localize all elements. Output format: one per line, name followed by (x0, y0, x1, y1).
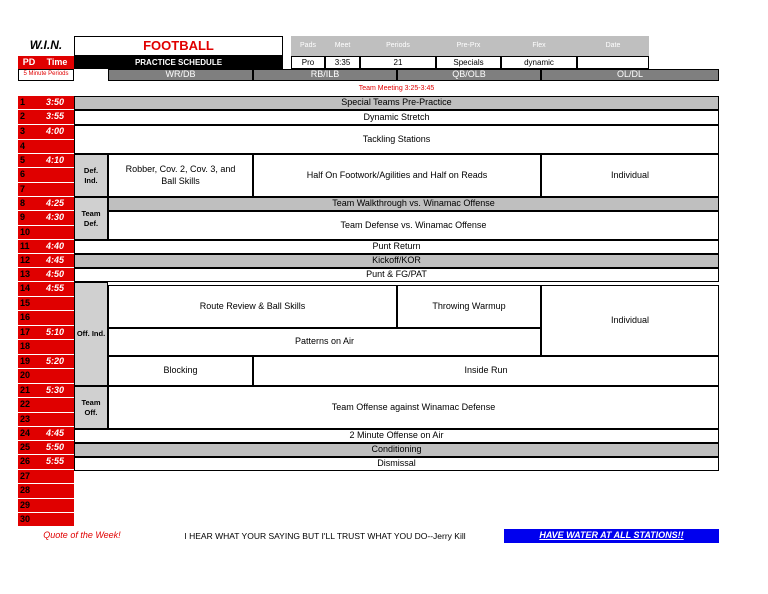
period-time: 4:25 (40, 197, 74, 211)
period-number: 23 (18, 413, 40, 427)
period-number: 4 (18, 140, 40, 154)
period-number: 19 (18, 355, 40, 369)
period-time: 3:55 (40, 110, 74, 125)
period-number: 25 (18, 441, 40, 455)
period-number: 3 (18, 125, 40, 140)
conditioning-row: Conditioning (74, 443, 719, 457)
period-number: 14 (18, 282, 40, 297)
period-time: 4:45 (40, 427, 74, 441)
quote-label: Quote of the Week! (43, 530, 121, 541)
water-notice: HAVE WATER AT ALL STATIONS!! (504, 529, 719, 543)
team-defense-block: Team Defense vs. Winamac Offense (108, 211, 719, 240)
period-time (40, 340, 74, 355)
period-number: 6 (18, 168, 40, 183)
info-value-meet: 3:35 (325, 56, 360, 69)
position-wr-db: WR/DB (108, 69, 253, 81)
def-ind-label: Def. Ind. (74, 154, 108, 197)
period-time: 4:45 (40, 254, 74, 268)
period-time (40, 168, 74, 183)
period-time: 5:50 (40, 441, 74, 455)
period-number: 21 (18, 384, 40, 398)
blocking-block: Blocking (108, 356, 253, 386)
period-number: 20 (18, 369, 40, 384)
period-time (40, 470, 74, 484)
five-minute-periods-label: 5 Minute Periods (18, 69, 74, 81)
team-def-label: Team Def. (74, 197, 108, 240)
special-teams-row: Special Teams Pre-Practice (74, 96, 719, 110)
football-title: FOOTBALL (74, 36, 283, 56)
period-number: 12 (18, 254, 40, 268)
info-header-flex: Flex (501, 36, 577, 56)
info-header-date: Date (577, 36, 649, 56)
period-number: 28 (18, 484, 40, 499)
position-qb-olb: QB/OLB (397, 69, 541, 81)
period-time (40, 398, 74, 413)
period-time (40, 183, 74, 197)
period-time: 4:40 (40, 240, 74, 254)
period-time (40, 484, 74, 499)
period-number: 11 (18, 240, 40, 254)
period-time (40, 226, 74, 240)
patterns-on-air-block: Patterns on Air (108, 328, 541, 356)
period-number: 17 (18, 326, 40, 340)
period-number: 7 (18, 183, 40, 197)
period-number: 5 (18, 154, 40, 168)
period-time: 5:20 (40, 355, 74, 369)
period-time (40, 499, 74, 513)
period-number: 30 (18, 513, 40, 527)
period-number: 24 (18, 427, 40, 441)
time-header: Time (40, 56, 74, 69)
individual-block-2: Individual (541, 285, 719, 356)
period-time (40, 140, 74, 154)
off-ind-label: Off. Ind. (74, 282, 108, 386)
period-number: 10 (18, 226, 40, 240)
team-meeting-note: Team Meeting 3:25-3:45 (358, 84, 435, 92)
team-off-label: Team Off. (74, 386, 108, 429)
route-review-block: Route Review & Ball Skills (108, 285, 397, 328)
robber-coverage-block: Robber, Cov. 2, Cov. 3, and Ball Skills (108, 154, 253, 197)
period-number: 2 (18, 110, 40, 125)
period-number: 15 (18, 297, 40, 311)
period-time (40, 297, 74, 311)
walkthrough-row: Team Walkthrough vs. Winamac Offense (108, 197, 719, 211)
dynamic-stretch-row: Dynamic Stretch (74, 110, 719, 125)
dismissal-row: Dismissal (74, 457, 719, 471)
period-number: 1 (18, 96, 40, 110)
period-time: 5:55 (40, 455, 74, 470)
period-time: 3:50 (40, 96, 74, 110)
period-time: 4:50 (40, 268, 74, 282)
period-time (40, 311, 74, 326)
period-number: 29 (18, 499, 40, 513)
two-minute-row: 2 Minute Offense on Air (74, 429, 719, 443)
info-value-preprx: Specials (436, 56, 501, 69)
info-value-flex: dynamic (501, 56, 577, 69)
info-header-periods: Periods (360, 36, 436, 56)
kickoff-row: Kickoff/KOR (74, 254, 719, 268)
period-time: 4:10 (40, 154, 74, 168)
info-value-date (577, 56, 649, 69)
footwork-reads-block: Half On Footwork/Agilities and Half on Reads (253, 154, 541, 197)
practice-schedule-label: PRACTICE SCHEDULE (74, 56, 283, 69)
period-number: 13 (18, 268, 40, 282)
win-title: W.I.N. (29, 37, 63, 52)
period-time (40, 413, 74, 427)
team-offense-block: Team Offense against Winamac Defense (108, 386, 719, 429)
pd-header: PD (18, 56, 40, 69)
info-header-pads: Pads (291, 36, 325, 56)
individual-block-1: Individual (541, 154, 719, 197)
info-value-periods: 21 (360, 56, 436, 69)
period-number: 22 (18, 398, 40, 413)
throwing-warmup-block: Throwing Warmup (397, 285, 541, 328)
period-time (40, 513, 74, 527)
period-time (40, 369, 74, 384)
period-number: 27 (18, 470, 40, 484)
position-rb-ilb: RB/ILB (253, 69, 397, 81)
info-header-meet: Meet (325, 36, 360, 56)
period-number: 18 (18, 340, 40, 355)
period-time: 5:30 (40, 384, 74, 398)
punt-return-row: Punt Return (74, 240, 719, 254)
period-time: 4:55 (40, 282, 74, 297)
inside-run-block: Inside Run (253, 356, 719, 386)
period-number: 16 (18, 311, 40, 326)
period-time: 4:00 (40, 125, 74, 140)
period-time: 4:30 (40, 211, 74, 226)
period-number: 8 (18, 197, 40, 211)
tackling-stations-row: Tackling Stations (74, 125, 719, 154)
punt-fg-row: Punt & FG/PAT (74, 268, 719, 282)
quote-text: I HEAR WHAT YOUR SAYING BUT I'LL TRUST WHAT YOU DO--Jerry Kill (184, 530, 466, 541)
period-number: 26 (18, 455, 40, 470)
period-time: 5:10 (40, 326, 74, 340)
info-value-pads: Pro (291, 56, 325, 69)
period-number: 9 (18, 211, 40, 226)
info-header-preprx: Pre-Prx (436, 36, 501, 56)
position-ol-dl: OL/DL (541, 69, 719, 81)
